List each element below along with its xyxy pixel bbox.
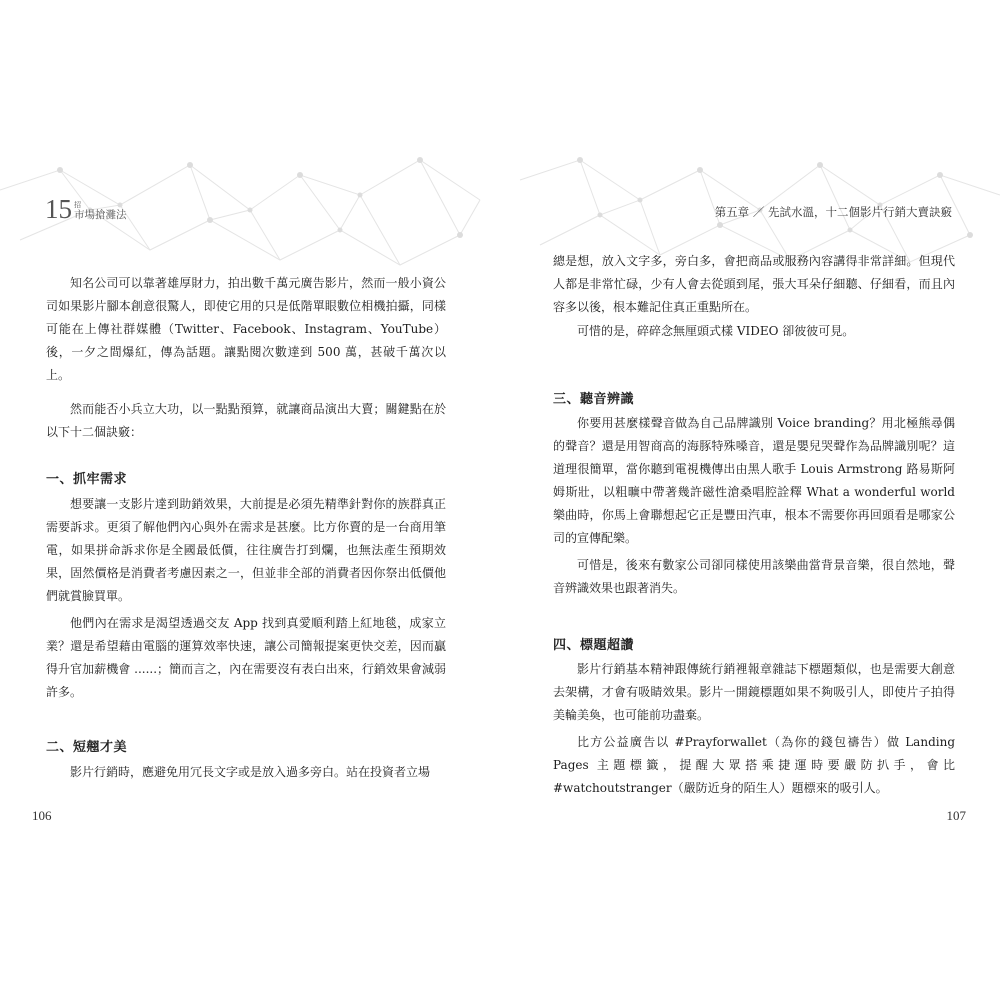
paragraph: 你要用甚麼樣聲音做為自己品牌識別 Voice branding？用北極熊尋偶的聲音？還是用智商高的海豚特殊嗓音，還是嬰兒哭聲作為品牌識別呢？這道理很簡單，當你聽到電視機傳出由黑人歌手 Louis Armstrong 路易斯阿姆斯壯，以粗曠中帶著幾許磁性滄桑唱腔詮釋 What a wonderful world 樂曲時，你馬上會聯想起它正是豐田汽車，根本不需要你再回頭看是哪家公司的宣傳配樂。 — [553, 416, 955, 545]
page-number-right: 107 — [946, 808, 966, 823]
right-intro-paragraph-1 — [553, 250, 955, 319]
paragraph: 比方公益廣告以 #Prayforwallet（為你的錢包禱告）做 Landing Pages 主題標籤，提醒大眾搭乘捷運時要嚴防扒手，會比 #watchoutstranger（嚴防近身的陌生人）題標來的吸引人。 — [553, 735, 955, 795]
paragraph: 影片行銷時，應避免用冗長文字或是放入過多旁白。站在投資者立場 — [70, 765, 431, 779]
left-running-head — [45, 196, 127, 222]
book-number: 15 — [45, 194, 72, 224]
right-running-head: 第五章 ／ 先試水溫，十二個影片行銷大賣訣竅 — [714, 205, 952, 219]
paragraph: 可惜是，後來有數家公司卻同樣使用該樂曲當背景音樂，很自然地，聲音辨識效果也跟著消失。 — [553, 558, 955, 595]
paragraph: 可惜的是，碎碎念無厘頭式樣 VIDEO 卻彼彼可見。 — [577, 324, 855, 338]
section-1-body — [46, 493, 446, 704]
section-heading-3: 三、聽音辨識 — [553, 392, 635, 407]
paragraph: 知名公司可以靠著雄厚財力，拍出數千萬元廣告影片，然而一般小資公司如果影片腳本創意很驚人，即使它用的只是低階單眼數位相機拍攝，同樣可能在上傳社群媒體（Twitter、Facebook、Instagram、YouTube）後，一夕之間爆紅，傳為話題。讓點閱次數達到 500 萬，甚破千萬次以上。 — [46, 276, 446, 382]
section-2-body — [46, 761, 446, 784]
left-intro-paragraph-2 — [46, 398, 446, 444]
paragraph: 總是想，放入文字多，旁白多，會把商品或服務內容講得非常詳細。但現代人都是非常忙碌，少有人會去從頭到尾，張大耳朵仔細聽、仔細看，而且內容多以後，根本難記住真正重點所在。 — [553, 254, 955, 314]
section-heading-2: 二、短翹才美 — [46, 740, 128, 755]
paragraph: 他們內在需求是渴望透過交友 App 找到真愛順利踏上紅地毯，成家立業？還是希望藉由電腦的運算效率快速，讓公司簡報提案更快交差，因而贏得升官加薪機會 ......；簡而言之，內在需要沒有表白出來，行銷效果會減弱許多。 — [46, 616, 446, 699]
page-number-left: 106 — [32, 808, 52, 823]
section-heading-4: 四、標題超讚 — [553, 638, 635, 653]
section-heading-1: 一、抓牢需求 — [46, 472, 128, 487]
book-title-small: 招 — [74, 201, 81, 209]
section-3-body — [553, 412, 955, 600]
book-title-stack — [74, 201, 127, 221]
paragraph: 然而能否小兵立大功，以一點點預算，就讓商品演出大賣；關鍵點在於以下十二個訣竅： — [46, 402, 446, 439]
paragraph: 想要讓一支影片達到助銷效果，大前提是必須先精準針對你的族群真正需要訴求。更須了解他們內心與外在需求是甚麼。比方你賣的是一台商用筆電，如果拼命訴求你是全國最低價，往往廣告打到爛，也無法產生預期效果，固然價格是消費者考慮因素之一，但並非全部的消費者因你祭出低價他們就賞臉買單。 — [46, 497, 446, 603]
book-title: 市場搶灘法 — [74, 209, 127, 221]
paragraph: 影片行銷基本精神跟傳統行銷裡報章雜誌下標題類似，也是需要大創意去架構，才會有吸睛效果。影片一開鏡標題如果不夠吸引人，即使片子拍得美輪美奐，也可能前功盡棄。 — [553, 662, 955, 722]
left-intro-paragraph-1 — [46, 272, 446, 387]
right-intro-paragraph-2 — [553, 320, 955, 343]
section-4-body — [553, 658, 955, 800]
right-page — [500, 0, 1000, 1000]
